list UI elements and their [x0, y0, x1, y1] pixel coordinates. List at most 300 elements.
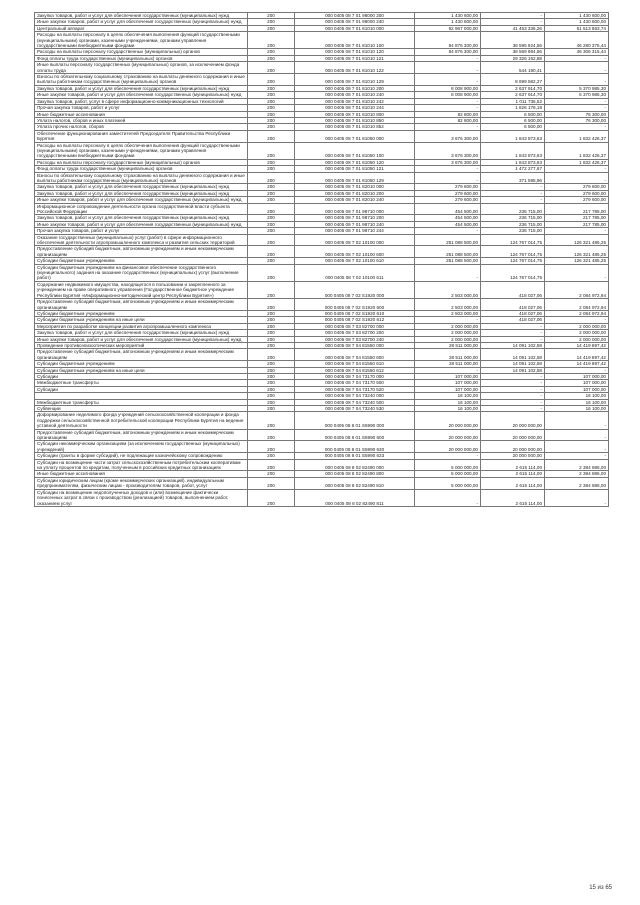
table-row — [35, 234, 609, 246]
row-approved-cell: - — [415, 55, 481, 61]
row-classification-cell: 000 0405 08 7 04 81550 600 — [295, 349, 415, 361]
row-approved-cell: 8 008 900,00 — [415, 92, 481, 98]
row-approved-cell: 251 088 500,00 — [415, 258, 481, 264]
table-row — [35, 441, 609, 453]
table-row — [35, 130, 609, 142]
row-executed-cell: 1 011 736,52 — [481, 98, 545, 104]
row-approved-cell: 16 100,00 — [415, 406, 481, 412]
row-approved-cell: 20 000 000,00 — [415, 441, 481, 453]
row-executed-cell: - — [481, 190, 545, 196]
row-remaining-cell: - — [545, 489, 609, 506]
budget-table — [34, 12, 609, 507]
row-approved-cell: - — [415, 105, 481, 111]
row-approved-cell: 107 000,00 — [415, 380, 481, 386]
row-approved-cell: 2 000 000,00 — [415, 330, 481, 336]
row-classification-cell: 000 0405 08 7 03 82700 200 — [295, 330, 415, 336]
row-remaining-cell: 1 430 600,00 — [545, 19, 609, 25]
row-name-cell: Субсидии бюджетным учреждениям — [35, 258, 248, 264]
row-remaining-cell: - — [545, 172, 609, 184]
row-classification-cell: 000 0405 08 7 01 81050 129 — [295, 172, 415, 184]
row-name-cell: Предоставление субсидий бюджетным, автономным учреждениям и иным некоммерческим организациям — [35, 246, 248, 258]
row-classification-cell: 000 0405 08 7 01 81010 850 — [295, 117, 415, 123]
row-name-cell: Расходы на выплаты персоналу в целях обеспечения выполнения функций государственными (муниципальными) органами, казенными учреждениями, органами управления государственными внебюджетными фондами — [35, 32, 248, 49]
row-code-cell: 200 — [248, 85, 295, 91]
row-approved-cell: 2 503 000,00 — [415, 299, 481, 311]
row-executed-cell: 418 027,06 — [481, 310, 545, 316]
row-code-cell: 200 — [248, 62, 295, 74]
row-classification-cell: 000 0405 08 8 02 82490 811 — [295, 489, 415, 506]
row-name-cell: Закупка товаров, работ и услуг для обеспечения государственных (муниципальных) нужд — [35, 184, 248, 190]
row-name-cell: Фонд оплаты труда государственных (муниципальных) органов — [35, 166, 248, 172]
row-classification-cell: 000 0405 08 8 01 S5990 630 — [295, 441, 415, 453]
row-executed-cell: 418 027,06 — [481, 299, 545, 311]
row-classification-cell: 000 0405 08 7 04 81550 610 — [295, 361, 415, 367]
row-remaining-cell: 2 384 886,00 — [545, 459, 609, 471]
row-classification-cell: 000 0405 08 7 01 81010 129 — [295, 74, 415, 86]
row-remaining-cell: 2 000 000,00 — [545, 323, 609, 329]
row-classification-cell: 000 0405 08 7 01 81010 121 — [295, 55, 415, 61]
row-name-cell: Субвенции — [35, 406, 248, 412]
row-name-cell: Взносы по обязательному социальному страхованию на выплаты денежного содержания и иные выплаты работникам государственных (муниципальных) органов — [35, 74, 248, 86]
row-name-cell: Субсидии юридическим лицам (кроме некоммерческих организаций), индивидуальным предпринимателям, физическим лицам - производителям товаров, работ, услуг — [35, 477, 248, 489]
row-remaining-cell: 5 370 985,30 — [545, 85, 609, 91]
row-name-cell: Иные закупки товаров, работ и услуг для обеспечения государственных (муниципальных) нужд — [35, 197, 248, 203]
row-code-cell: 200 — [248, 74, 295, 86]
row-name-cell: Центральный аппарат — [35, 25, 248, 31]
row-executed-cell: 1 843 873,63 — [481, 142, 545, 159]
row-executed-cell: - — [481, 197, 545, 203]
row-remaining-cell: 76 300,00 — [545, 111, 609, 117]
row-code-cell: 200 — [248, 25, 295, 31]
row-remaining-cell: 2 084 972,94 — [545, 310, 609, 316]
row-classification-cell: 000 0405 08 7 01 81010 200 — [295, 85, 415, 91]
row-classification-cell: 000 0405 08 7 04 73170 520 — [295, 386, 415, 392]
row-classification-cell: 000 0405 08 7 02 10100 610 — [295, 258, 415, 264]
row-code-cell: 200 — [248, 111, 295, 117]
row-code-cell: 200 — [248, 215, 295, 221]
row-approved-cell: - — [415, 228, 481, 234]
row-code-cell: 200 — [248, 317, 295, 323]
row-remaining-cell: 107 000,00 — [545, 380, 609, 386]
row-classification-cell: 000 0405 08 7 02 S1920 000 — [295, 281, 415, 298]
row-classification-cell: 000 0405 08 7 02 10100 600 — [295, 246, 415, 258]
row-executed-cell: - — [481, 373, 545, 379]
row-name-cell: Субсидии (гранты в форме субсидий), не подлежащие казначейскому сопровождению — [35, 453, 248, 459]
row-remaining-cell: 1 832 426,37 — [545, 159, 609, 165]
row-code-cell: 200 — [248, 380, 295, 386]
row-approved-cell: 84 876 300,00 — [415, 32, 481, 49]
row-name-cell: Мероприятия по разработке концепции развития агропромышленного комплекса — [35, 323, 248, 329]
row-approved-cell: 5 000 000,00 — [415, 459, 481, 471]
table-body — [35, 13, 609, 507]
row-classification-cell: 000 0405 08 8 02 82490 800 — [295, 471, 415, 477]
row-name-cell: Фонд оплаты труда государственных (муниципальных) органов — [35, 55, 248, 61]
row-name-cell: Субсидии на возмещение недополученных доходов и (или) возмещение фактически понесенных затрат в связи с производством (реализацией) товаров, выполнением работ, оказанием услуг — [35, 489, 248, 506]
row-executed-cell: 2 615 114,00 — [481, 477, 545, 489]
row-remaining-cell: 76 300,00 — [545, 117, 609, 123]
row-code-cell: 200 — [248, 55, 295, 61]
row-name-cell: Предоставление субсидий бюджетным, автономным учреждениям и иным некоммерческим организациям — [35, 349, 248, 361]
budget-report-sheet — [34, 12, 608, 507]
row-executed-cell: 2 615 114,00 — [481, 459, 545, 471]
row-code-cell: 200 — [248, 281, 295, 298]
row-code-cell: 200 — [248, 399, 295, 405]
row-code-cell: 200 — [248, 441, 295, 453]
row-executed-cell: 418 027,06 — [481, 317, 545, 323]
row-remaining-cell: 217 785,00 — [545, 221, 609, 227]
table-row — [35, 264, 609, 281]
row-executed-cell: 6 500,00 — [481, 111, 545, 117]
row-remaining-cell: 2 384 886,00 — [545, 471, 609, 477]
row-executed-cell: 2 637 914,70 — [481, 85, 545, 91]
row-approved-cell: 279 600,00 — [415, 197, 481, 203]
row-executed-cell: - — [481, 386, 545, 392]
row-classification-cell: 000 0405 08 7 03 82700 000 — [295, 323, 415, 329]
row-name-cell: Субсидии на возмещение части затрат сельскохозяйственным потребительским кооперативам на уплату процентов по кредитам, полученным в российских кредитных организациях — [35, 459, 248, 471]
row-approved-cell: 3 676 300,00 — [415, 130, 481, 142]
row-classification-cell: 000 0405 08 7 04 73170 000 — [295, 373, 415, 379]
row-remaining-cell: 217 785,00 — [545, 203, 609, 215]
row-approved-cell: - — [415, 74, 481, 86]
row-executed-cell: 124 767 014,75 — [481, 234, 545, 246]
row-name-cell: Субсидии — [35, 373, 248, 379]
row-approved-cell: 251 088 500,00 — [415, 234, 481, 246]
row-classification-cell: 000 0405 08 7 02 S1920 610 — [295, 310, 415, 316]
row-code-cell: 200 — [248, 130, 295, 142]
row-code-cell: 200 — [248, 471, 295, 477]
row-remaining-cell: 279 600,00 — [545, 190, 609, 196]
row-code-cell: 200 — [248, 330, 295, 336]
table-row — [35, 349, 609, 361]
row-name-cell: Субсидии бюджетным учреждениям — [35, 310, 248, 316]
row-remaining-cell: - — [545, 62, 609, 74]
row-name-cell: Иные бюджетные ассигнования — [35, 471, 248, 477]
row-executed-cell: 8 699 582,27 — [481, 74, 545, 86]
row-name-cell: Межбюджетные трансферты — [35, 380, 248, 386]
row-executed-cell: 14 091 102,58 — [481, 367, 545, 373]
row-code-cell: 200 — [248, 459, 295, 471]
row-classification-cell: 000 0405 08 8 01 S5990 000 — [295, 412, 415, 429]
row-remaining-cell: 279 600,00 — [545, 184, 609, 190]
row-remaining-cell: - — [545, 453, 609, 459]
row-code-cell: 200 — [248, 367, 295, 373]
row-approved-cell: 454 500,00 — [415, 203, 481, 215]
row-name-cell: Субсидии бюджетным учреждениям на иные цели — [35, 367, 248, 373]
row-code-cell: 200 — [248, 49, 295, 55]
row-executed-cell: - — [481, 184, 545, 190]
row-remaining-cell: 2 000 000,00 — [545, 330, 609, 336]
row-executed-cell: - — [481, 13, 545, 19]
row-remaining-cell: 2 384 886,00 — [545, 477, 609, 489]
row-code-cell: 200 — [248, 184, 295, 190]
row-approved-cell: 20 000 000,00 — [415, 412, 481, 429]
row-executed-cell: - — [481, 323, 545, 329]
row-name-cell: Субсидии некоммерческим организациям (за исключением государственных (муниципальных) учреждений) — [35, 441, 248, 453]
row-classification-cell: 000 0405 08 7 01 98000 200 — [295, 13, 415, 19]
row-approved-cell: 28 511 000,00 — [415, 349, 481, 361]
row-remaining-cell: - — [545, 105, 609, 111]
row-executed-cell: 6 500,00 — [481, 117, 545, 123]
row-remaining-cell: 5 370 985,30 — [545, 92, 609, 98]
row-name-cell: Прочая закупка товаров, работ и услуг — [35, 105, 248, 111]
row-approved-cell: - — [415, 124, 481, 130]
row-approved-cell: 2 503 000,00 — [415, 281, 481, 298]
table-row — [35, 246, 609, 258]
row-classification-cell: 000 0405 08 7 04 73170 500 — [295, 380, 415, 386]
row-code-cell: 200 — [248, 105, 295, 111]
row-code-cell: 200 — [248, 299, 295, 311]
table-row — [35, 412, 609, 429]
row-executed-cell: 14 091 102,58 — [481, 342, 545, 348]
row-classification-cell: 000 0405 08 7 01 82010 000 — [295, 184, 415, 190]
row-code-cell: 200 — [248, 142, 295, 159]
row-classification-cell: 000 0405 08 7 01 81050 000 — [295, 130, 415, 142]
row-remaining-cell: 126 321 485,25 — [545, 258, 609, 264]
row-executed-cell: 124 767 014,75 — [481, 258, 545, 264]
row-name-cell: Иные закупки товаров, работ и услуг для обеспечения государственных (муниципальных) нужд — [35, 221, 248, 227]
row-code-cell: 200 — [248, 13, 295, 19]
row-executed-cell: 20 000 000,00 — [481, 412, 545, 429]
row-name-cell: Иные закупки товаров, работ и услуг для обеспечения государственных (муниципальных) нужд — [35, 19, 248, 25]
row-remaining-cell: - — [545, 441, 609, 453]
row-name-cell: Иные закупки товаров, работ и услуг для обеспечения государственных (муниципальных) нужд — [35, 92, 248, 98]
row-name-cell: Информационное сопровождение деятельности органа государственной власти субъекта Российской Федерации — [35, 203, 248, 215]
row-executed-cell: 2 615 114,00 — [481, 489, 545, 506]
table-row — [35, 489, 609, 506]
row-approved-cell: 28 511 000,00 — [415, 361, 481, 367]
row-remaining-cell: - — [545, 367, 609, 373]
row-remaining-cell: - — [545, 429, 609, 441]
row-classification-cell: 000 0405 08 7 01 98710 000 — [295, 203, 415, 215]
row-approved-cell: 82 800,00 — [415, 117, 481, 123]
row-classification-cell: 000 0405 08 8 01 S5990 600 — [295, 429, 415, 441]
row-classification-cell: 000 0405 08 8 01 S5990 633 — [295, 453, 415, 459]
row-approved-cell: 16 100,00 — [415, 399, 481, 405]
row-executed-cell: 1 626 178,18 — [481, 105, 545, 111]
row-executed-cell: 41 453 336,26 — [481, 25, 545, 31]
table-row — [35, 281, 609, 298]
row-code-cell: 200 — [248, 342, 295, 348]
row-remaining-cell: 16 100,00 — [545, 399, 609, 405]
row-approved-cell: 1 430 600,00 — [415, 13, 481, 19]
row-code-cell: 200 — [248, 258, 295, 264]
row-approved-cell: 3 676 300,00 — [415, 142, 481, 159]
row-name-cell: Субсидии бюджетным учреждениям — [35, 361, 248, 367]
row-code-cell: 200 — [248, 429, 295, 441]
row-remaining-cell: 107 000,00 — [545, 386, 609, 392]
row-executed-cell: 124 767 014,75 — [481, 246, 545, 258]
row-classification-cell: 000 0405 08 8 02 82490 000 — [295, 459, 415, 471]
row-name-cell: Межбюджетные трансферты — [35, 399, 248, 405]
row-approved-cell: - — [415, 166, 481, 172]
row-executed-cell: 124 767 014,75 — [481, 264, 545, 281]
row-executed-cell: 20 000 000,00 — [481, 453, 545, 459]
row-code-cell: 200 — [248, 98, 295, 104]
row-name-cell: Прочая закупка товаров, работ и услуг — [35, 228, 248, 234]
row-executed-cell: 6 500,00 — [481, 124, 545, 130]
row-approved-cell: 454 500,00 — [415, 215, 481, 221]
row-executed-cell: 2 615 114,00 — [481, 471, 545, 477]
row-code-cell: 200 — [248, 489, 295, 506]
row-classification-cell: 000 0405 08 7 01 82010 240 — [295, 197, 415, 203]
row-approved-cell: - — [415, 172, 481, 184]
row-classification-cell: 000 0405 08 7 01 81010 000 — [295, 25, 415, 31]
row-approved-cell: 2 000 000,00 — [415, 323, 481, 329]
row-classification-cell: 000 0405 08 7 01 81050 120 — [295, 159, 415, 165]
row-name-cell: Закупка товаров, работ и услуг для обеспечения государственных (муниципальных) нужд — [35, 330, 248, 336]
row-approved-cell: 454 500,00 — [415, 221, 481, 227]
row-name-cell: Уплата налогов, сборов и иных платежей — [35, 117, 248, 123]
row-code-cell: 200 — [248, 19, 295, 25]
row-code-cell: 200 — [248, 197, 295, 203]
row-name-cell: Проведение противоэпизоотических мероприятий — [35, 342, 248, 348]
row-classification-cell: 000 0405 08 7 04 73240 000 — [295, 393, 415, 399]
row-remaining-cell: - — [545, 98, 609, 104]
row-approved-cell: - — [415, 62, 481, 74]
row-classification-cell: 000 0405 08 7 01 81010 852 — [295, 124, 415, 130]
row-name-cell: Расходы на выплаты персоналу государственных (муниципальных) органов — [35, 49, 248, 55]
row-name-cell: Оказание государственных (муниципальных) услуг (работ) в сфере информационного обеспечения деятельности агропромышленного комплекса и развития сельских территорий — [35, 234, 248, 246]
row-remaining-cell: - — [545, 124, 609, 130]
row-approved-cell: 2 000 000,00 — [415, 336, 481, 342]
row-remaining-cell: - — [545, 317, 609, 323]
row-remaining-cell: 279 600,00 — [545, 197, 609, 203]
row-code-cell: 200 — [248, 361, 295, 367]
row-name-cell: Закупка товаров, работ, услуг в сфере информационно-коммуникационных технологий — [35, 98, 248, 104]
row-approved-cell: 1 430 600,00 — [415, 19, 481, 25]
row-executed-cell: 29 326 152,88 — [481, 55, 545, 61]
row-executed-cell: - — [481, 380, 545, 386]
row-name-cell: Доформирование неделимого фонда учреждений сельскохозяйственной кооперации и фонда поддержки сельскохозяйственной потребительской кооперации Республики Бурятия на ведение уставной деятельности — [35, 412, 248, 429]
row-classification-cell: 000 0405 08 7 01 98710 200 — [295, 215, 415, 221]
row-remaining-cell: - — [545, 55, 609, 61]
row-code-cell: 200 — [248, 92, 295, 98]
row-code-cell: 200 — [248, 477, 295, 489]
table-row — [35, 429, 609, 441]
row-classification-cell: 000 0405 08 7 02 10100 000 — [295, 234, 415, 246]
row-executed-cell: 236 715,00 — [481, 215, 545, 221]
row-name-cell: Предоставление субсидий бюджетным, автономным учреждениям и иным некоммерческим организациям — [35, 429, 248, 441]
row-remaining-cell: 46 280 375,44 — [545, 32, 609, 49]
row-name-cell: Предоставление субсидий бюджетным, автономным учреждениям и иным некоммерческим организациям — [35, 299, 248, 311]
row-classification-cell: 000 0405 08 7 02 S1920 600 — [295, 299, 415, 311]
row-classification-cell: 000 0405 08 7 01 81010 800 — [295, 111, 415, 117]
row-classification-cell: 000 0405 08 7 01 81010 242 — [295, 98, 415, 104]
row-executed-cell: 371 595,96 — [481, 172, 545, 184]
row-name-cell: Расходы на выплаты персоналу в целях обеспечения выполнения функций государственными (муниципальными) органами, казенными учреждениями, органами управления государственными внебюджетными фондами — [35, 142, 248, 159]
row-executed-cell: 1 843 873,63 — [481, 159, 545, 165]
row-name-cell: Закупка товаров, работ и услуг для обеспечения государственных (муниципальных) нужд — [35, 85, 248, 91]
table-row — [35, 32, 609, 49]
row-approved-cell: - — [415, 317, 481, 323]
row-approved-cell: 28 511 000,00 — [415, 342, 481, 348]
row-classification-cell: 000 0405 08 7 01 81010 120 — [295, 49, 415, 55]
row-remaining-cell: 126 321 485,25 — [545, 246, 609, 258]
row-executed-cell: 1 843 873,63 — [481, 130, 545, 142]
row-executed-cell: 544 190,41 — [481, 62, 545, 74]
row-remaining-cell: 14 419 897,42 — [545, 342, 609, 348]
row-classification-cell: 000 0405 08 7 01 81010 100 — [295, 32, 415, 49]
row-code-cell: 200 — [248, 264, 295, 281]
row-approved-cell: 279 600,00 — [415, 190, 481, 196]
row-executed-cell: - — [481, 406, 545, 412]
row-executed-cell: 236 715,00 — [481, 228, 545, 234]
row-name-cell: Закупка товаров, работ и услуг для обеспечения государственных (муниципальных) нужд — [35, 215, 248, 221]
row-code-cell: 200 — [248, 246, 295, 258]
row-code-cell: 200 — [248, 172, 295, 184]
row-name-cell: Содержание недвижимого имущества, находящегося в пользовании и закрепленного за учреждением на праве оперативного управления (Государственное бюджетное учреждение Республики Бурятия «Информационно-методический центр Республики Бурятия») — [35, 281, 248, 298]
row-code-cell: 200 — [248, 349, 295, 361]
row-approved-cell: 8 008 900,00 — [415, 85, 481, 91]
row-classification-cell: 000 0405 08 7 01 81010 244 — [295, 105, 415, 111]
row-classification-cell: 000 0405 08 7 01 81010 122 — [295, 62, 415, 74]
row-code-cell: 200 — [248, 412, 295, 429]
row-approved-cell: - — [415, 453, 481, 459]
row-executed-cell: 2 637 914,70 — [481, 92, 545, 98]
row-remaining-cell: 107 000,00 — [545, 373, 609, 379]
table-row — [35, 459, 609, 471]
row-remaining-cell: 14 419 897,42 — [545, 361, 609, 367]
row-classification-cell: 000 0405 08 8 02 82490 810 — [295, 477, 415, 489]
row-code-cell: 200 — [248, 406, 295, 412]
row-remaining-cell: 16 100,00 — [545, 393, 609, 399]
row-code-cell: 200 — [248, 166, 295, 172]
table-row — [35, 477, 609, 489]
row-name-cell: Уплата прочих налогов, сборов — [35, 124, 248, 130]
row-approved-cell: 92 967 000,00 — [415, 25, 481, 31]
row-remaining-cell: 126 321 485,25 — [545, 234, 609, 246]
row-executed-cell: 14 091 102,58 — [481, 361, 545, 367]
row-name-cell: Субсидии бюджетным учреждениям на финансовое обеспечение государственного (муниципального) задания на оказание государственных (муниципальных) услуг (выполнение работ) — [35, 264, 248, 281]
row-remaining-cell: 51 513 663,74 — [545, 25, 609, 31]
row-name-cell: Субсидии бюджетным учреждениям на иные цели — [35, 317, 248, 323]
row-approved-cell: 251 088 500,00 — [415, 246, 481, 258]
row-name-cell: Взносы по обязательному социальному страхованию на выплаты денежного содержания и иные выплаты работникам государственных (муниципальных) органов — [35, 172, 248, 184]
row-name-cell: Закупка товаров, работ и услуг для обеспечения государственных (муниципальных) нужд — [35, 13, 248, 19]
row-approved-cell: - — [415, 367, 481, 373]
row-executed-cell: - — [481, 19, 545, 25]
row-approved-cell: 279 600,00 — [415, 184, 481, 190]
row-approved-cell: - — [415, 264, 481, 281]
row-code-cell: 200 — [248, 190, 295, 196]
row-code-cell: 200 — [248, 386, 295, 392]
row-classification-cell: 000 0405 08 7 01 82010 200 — [295, 190, 415, 196]
row-classification-cell: 000 0405 08 7 04 81550 612 — [295, 367, 415, 373]
row-approved-cell: 82 800,00 — [415, 111, 481, 117]
row-remaining-cell: - — [545, 166, 609, 172]
row-remaining-cell: - — [545, 228, 609, 234]
row-approved-cell: - — [415, 489, 481, 506]
row-executed-cell: 38 595 924,56 — [481, 32, 545, 49]
row-code-cell: 200 — [248, 124, 295, 130]
row-name-cell: Закупка товаров, работ и услуг для обеспечения государственных (муниципальных) нужд — [35, 190, 248, 196]
row-code-cell: 200 — [248, 221, 295, 227]
row-classification-cell: 000 0405 08 7 02 10100 611 — [295, 264, 415, 281]
row-name-cell: Иные бюджетные ассигнования — [35, 111, 248, 117]
row-executed-cell: 236 715,00 — [481, 203, 545, 215]
row-classification-cell: 000 0405 08 7 01 81050 121 — [295, 166, 415, 172]
row-name-cell: Субсидии — [35, 386, 248, 392]
row-approved-cell: 84 876 300,00 — [415, 49, 481, 55]
row-code-cell: 200 — [248, 32, 295, 49]
row-name-cell: Иные закупки товаров, работ и услуг для обеспечения государственных (муниципальных) нужд — [35, 336, 248, 342]
table-row — [35, 203, 609, 215]
row-classification-cell: 000 0405 08 7 01 98000 240 — [295, 19, 415, 25]
table-row — [35, 74, 609, 86]
row-executed-cell: - — [481, 393, 545, 399]
row-executed-cell: 20 000 000,00 — [481, 441, 545, 453]
row-code-cell: 200 — [248, 159, 295, 165]
